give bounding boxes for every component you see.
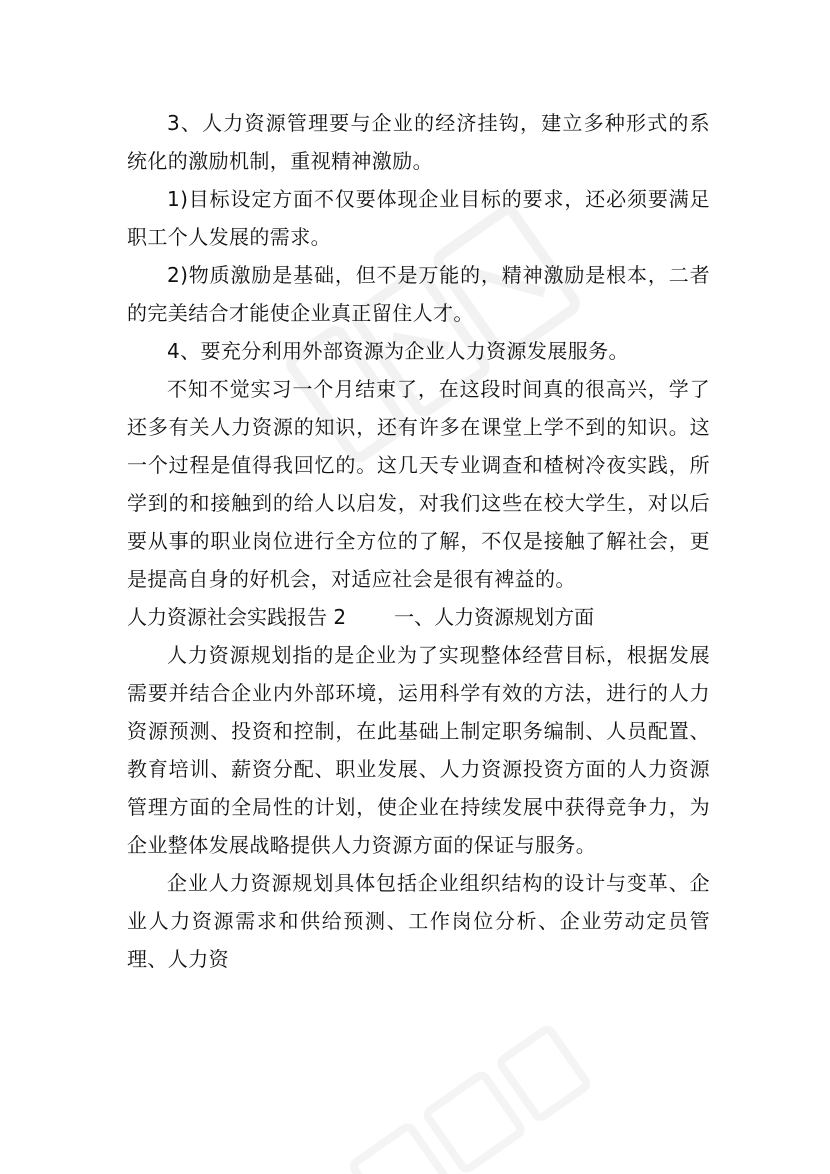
paragraph-2: 1)目标设定方面不仅要体现企业目标的要求，还必须要满足职工个人发展的需求。 bbox=[127, 187, 710, 249]
report-heading bbox=[127, 598, 710, 636]
paragraph-6: 人力资源规划指的是企业为了实现整体经营目标，根据发展需要并结合企业内外部环境，运用科学有效的方法，进行的人力资源预测、投资和控制，在此基础上制定职务编制、人员配置、教育培训、薪资分配、职业发展、人力资源投资方面的人力资源管理方面的全局性的计划，使企业在持续发展中获得竞争力，为企业整体发展战略提供人力资源方面的保证与服务。 bbox=[127, 643, 710, 857]
paragraph-7: 企业人力资源规划具体包括企业组织结构的设计与变革、企业人力资源需求和供给预测、工作岗位分析、企业劳动定员管理、人力资 bbox=[127, 871, 710, 971]
paragraph-5: 不知不觉实习一个月结束了，在这段时间真的很高兴，学了还多有关人力资源的知识，还有许多在课堂上学不到的知识。这一个过程是值得我回忆的。这几天专业调查和楂树冷夜实践，所学到的和接触到的给人以启发，对我们这些在校大学生，对以后要从事的职业岗位进行全方位的了解，不仅是接触了解社会，更是提高自身的好机会，对适应社会是很有裨益的。 bbox=[127, 377, 710, 591]
document-body bbox=[127, 104, 710, 978]
paragraph-4: 4、要充分利用外部资源为企业人力资源发展服务。 bbox=[167, 339, 629, 363]
report-title: 人力资源社会实践报告 2 bbox=[127, 605, 347, 629]
watermark-logo-bottom bbox=[338, 1014, 603, 1174]
section-heading: 一、人力资源规划方面 bbox=[394, 605, 595, 629]
paragraph-3: 2)物质激励是基础，但不是万能的，精神激励是根本，二者的完美结合才能使企业真正留住人才。 bbox=[127, 263, 710, 325]
paragraph-1: 3、人力资源管理要与企业的经济挂钩，建立多种形式的系统化的激励机制，重视精神激励。 bbox=[127, 111, 710, 173]
